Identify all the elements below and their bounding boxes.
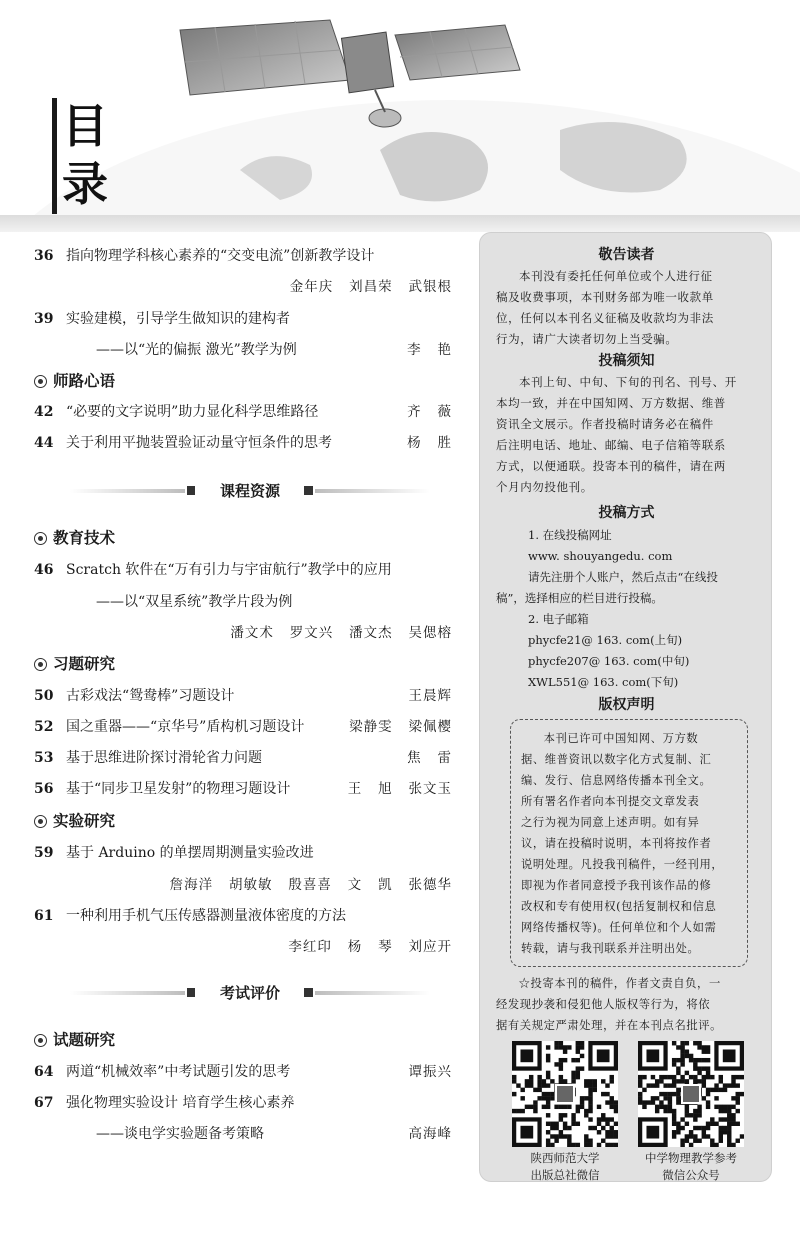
email-link[interactable]: phycfe207@ 163. com(中旬) (528, 654, 690, 668)
toc-page-number: 53 (34, 750, 54, 766)
toc-article-title[interactable]: 强化物理实验设计 培育学生核心素养 (66, 1095, 295, 1111)
toc-article-title[interactable]: 一种利用手机气压传感器测量液体密度的方法 (66, 908, 346, 924)
toc-article-subtitle: ——以“光的偏振 激光”教学为例 (96, 342, 297, 358)
toc-authors: 焦 雷 (407, 750, 452, 766)
toc-article-title[interactable]: “必要的文字说明”助力显化科学思维路径 (66, 404, 319, 420)
notice-heading: 敬告读者 (598, 247, 655, 263)
warning-line: ☆投寄本刊的稿件，作者文责自负，一 (518, 977, 721, 990)
section-bullet-icon (34, 658, 47, 671)
notice-line: 稿及收费事项，本刊财务部为唯一收款单 (496, 290, 714, 304)
copyright-line: 说明处理。凡投我刊稿件，一经刊用， (521, 858, 724, 871)
submit-line: 后注明电话、地址、邮编、电子信箱等联系 (496, 438, 726, 452)
toc-authors: 潘文术 罗文兴 潘文杰 吴偲榕 (230, 625, 452, 641)
copyright-line: 所有署名作者向本刊提交文章发表 (521, 795, 700, 808)
submit-line: 个月内勿投他刊。 (496, 480, 593, 494)
toc-page-number: 64 (34, 1064, 54, 1080)
submit-line: 本刊上旬、中旬、下旬的刊名、刊号、开 (519, 375, 737, 389)
toc-section-heading: 习题研究 (34, 653, 115, 675)
qr-code-right[interactable] (638, 1041, 744, 1147)
toc-authors: 王晨辉 (408, 688, 452, 704)
email-link[interactable]: XWL551@ 163. com(下旬) (528, 675, 679, 689)
toc-section-heading: 试题研究 (34, 1029, 115, 1051)
section-bullet-icon (34, 375, 47, 388)
section-bullet-icon (34, 1034, 47, 1047)
submit-line: 方式，以便通联。投寄本刊的稿件，请在两 (496, 459, 726, 473)
toc-authors: 齐 薇 (407, 404, 452, 420)
toc-page-number: 36 (34, 248, 54, 264)
copyright-line: 之行为视为同意上述声明。如有异 (521, 816, 700, 829)
qr-code-left[interactable] (512, 1041, 618, 1147)
info-panel (479, 232, 772, 1182)
copyright-line: 议，请在投稿时说明，本刊将按作者 (521, 837, 712, 850)
title-char: 目 (62, 99, 108, 153)
toc-page-number: 67 (34, 1095, 54, 1111)
toc-page-number: 50 (34, 688, 54, 704)
toc-article-title[interactable]: 基于思维进阶探讨滑轮省力问题 (66, 750, 262, 766)
copyright-box (510, 719, 748, 967)
warning-line: 据有关规定严肃处理，并在本刊点名批评。 (496, 1019, 723, 1032)
copyright-line: 网络传播权等)。任何单位和个人如需 (521, 921, 717, 934)
toc-article-title[interactable]: 实验建模，引导学生做知识的建构者 (66, 311, 290, 327)
copyright-line: 转载，请与我刊联系并注明出处。 (521, 942, 700, 955)
toc-section-heading: 教育技术 (34, 527, 115, 549)
qr-code-icon (512, 1041, 618, 1147)
toc-page-number: 44 (34, 435, 54, 451)
toc-article-title[interactable]: Scratch 软件在“万有引力与宇宙航行”教学中的应用 (66, 562, 392, 578)
title-char: 录 (62, 157, 108, 211)
method-item: 请先注册个人账户，然后点击“在线投 (528, 570, 718, 584)
toc-page-number: 46 (34, 562, 54, 578)
toc-column-banner: 课程资源 (70, 481, 430, 501)
toc-article-subtitle: ——谈电学实验题备考策略 (96, 1126, 264, 1142)
toc-article-title[interactable]: 古彩戏法“鸳鸯棒”习题设计 (66, 688, 235, 704)
qr-left-caption: 陕西师范大学 出版总社微信 (530, 1151, 600, 1182)
submit-heading: 投稿须知 (598, 353, 655, 369)
toc-authors: 杨 胜 (407, 435, 452, 451)
toc-page-number: 52 (34, 719, 54, 735)
toc-authors: 李红印 杨 琴 刘应开 (288, 939, 452, 955)
notice-line: 位，任何以本刊名义征稿及收款均为非法 (496, 311, 714, 325)
method-item: 2. 电子邮箱 (528, 612, 589, 626)
email-link[interactable]: phycfe21@ 163. com(上旬) (528, 633, 683, 647)
toc-page-number: 61 (34, 908, 54, 924)
qr-right-caption: 中学物理教学参考 微信公众号 (645, 1151, 737, 1182)
copyright-line: 据、维普资讯以数字化方式复制、汇 (521, 753, 712, 766)
toc-page-number: 59 (34, 845, 54, 861)
qr-code-icon (638, 1041, 744, 1147)
notice-line: 行为，请广大读者切勿上当受骗。 (496, 332, 678, 346)
toc-section-heading: 实验研究 (34, 810, 115, 832)
notice-line: 本刊没有委托任何单位或个人进行征 (519, 269, 713, 283)
toc-authors: 金年庆 刘昌荣 武银根 (289, 279, 452, 295)
submit-line: 本均一致，并在中国知网、万方数据、维普 (496, 396, 726, 410)
toc-page-number: 39 (34, 311, 54, 327)
method-item: 1. 在线投稿网址 (528, 528, 612, 542)
toc-section-heading: 师路心语 (34, 370, 115, 392)
toc-article-title[interactable]: 国之重器——“京华号”盾构机习题设计 (66, 719, 305, 735)
toc-authors: 詹海洋 胡敏敏 殷喜喜 文 凯 张德华 (169, 877, 452, 893)
toc-authors: 李 艳 (407, 342, 452, 358)
toc-article-title[interactable]: 基于“同步卫星发射”的物理习题设计 (66, 781, 291, 797)
submission-url[interactable]: www. shouyangedu. com (528, 549, 673, 563)
section-bullet-icon (34, 815, 47, 828)
section-bullet-icon (34, 532, 47, 545)
toc-authors: 谭振兴 (408, 1064, 452, 1080)
toc-authors: 梁静雯 梁佩樱 (349, 719, 452, 735)
copyright-line: 本刊已许可中国知网、万方数 (543, 732, 699, 745)
submit-line: 资讯全文展示。作者投稿时请务必在稿件 (496, 417, 714, 431)
copyright-line: 改权和专有使用权(包括复制权和信息 (521, 900, 717, 913)
copyright-line: 即视为作者同意授予我刊该作品的修 (521, 879, 712, 892)
toc-article-title[interactable]: 关于利用平抛装置验证动量守恒条件的思考 (66, 435, 332, 451)
method-item: 稿”，选择相应的栏目进行投稿。 (496, 591, 663, 605)
copyright-line: 编、发行、信息网络传播本刊全文。 (521, 774, 712, 787)
toc-authors: 高海峰 (408, 1126, 452, 1142)
toc-article-subtitle: ——以“双星系统”教学片段为例 (96, 594, 293, 610)
toc-column-banner: 考试评价 (70, 983, 430, 1003)
warning-line: 经发现抄袭和侵犯他人版权等行为，将依 (496, 998, 711, 1011)
method-heading: 投稿方式 (598, 505, 655, 521)
toc-article-title[interactable]: 指向物理学科核心素养的“交变电流”创新教学设计 (66, 248, 375, 264)
copyright-heading: 版权声明 (598, 697, 655, 713)
toc-page-number: 56 (34, 781, 54, 797)
toc-authors: 王 旭 张文玉 (347, 781, 452, 797)
toc-page-number: 42 (34, 404, 54, 420)
toc-article-title[interactable]: 基于 Arduino 的单摆周期测量实验改进 (66, 845, 314, 861)
toc-article-title[interactable]: 两道“机械效率”中考试题引发的思考 (66, 1064, 291, 1080)
